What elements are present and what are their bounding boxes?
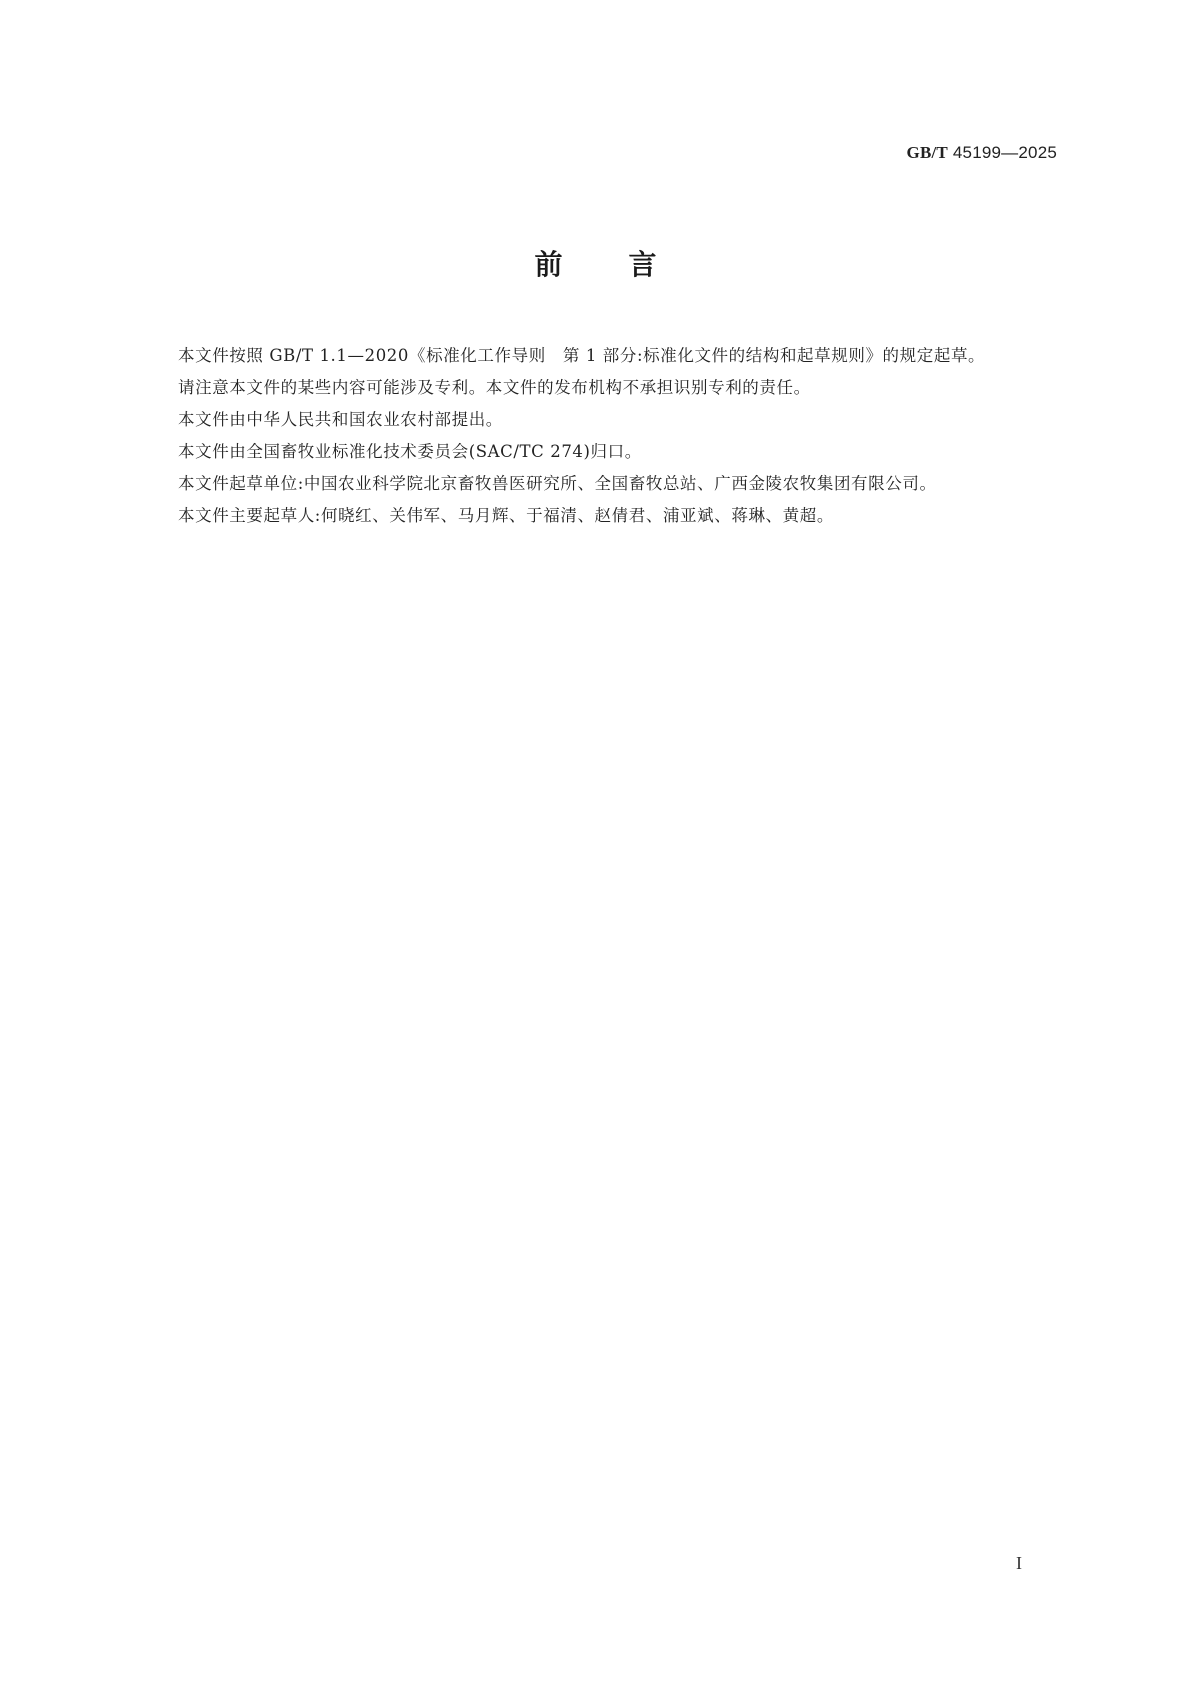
paragraph-drafters: 本文件主要起草人:何晓红、关伟军、马月辉、于福清、赵倩君、浦亚斌、蒋琳、黄超。 (178, 506, 834, 525)
paragraph-committee: 本文件由全国畜牧业标准化技术委员会(SAC/TC 274)归口。 (178, 442, 642, 461)
paragraph-drafting-units: 本文件起草单位:中国农业科学院北京畜牧兽医研究所、全国畜牧总站、广西金陵农牧集团有限公司。 (178, 474, 937, 493)
paragraph-drafting-rules: 本文件按照 GB/T 1.1—2020《标准化工作导则 第 1 部分:标准化文件的结构和起草规则》的规定起草。 (178, 346, 986, 365)
page-title: 前言 (534, 248, 723, 281)
paragraph-proposer: 本文件由中华人民共和国农业农村部提出。 (178, 410, 503, 429)
foreword-body (145, 340, 1058, 532)
paragraph-patent-notice: 请注意本文件的某些内容可能涉及专利。本文件的发布机构不承担识别专利的责任。 (178, 378, 811, 397)
standard-number (907, 143, 1057, 163)
page-number: I (1016, 1553, 1022, 1573)
standard-code: GB/T (906, 143, 948, 162)
standard-number-value: 45199—2025 (947, 143, 1057, 162)
